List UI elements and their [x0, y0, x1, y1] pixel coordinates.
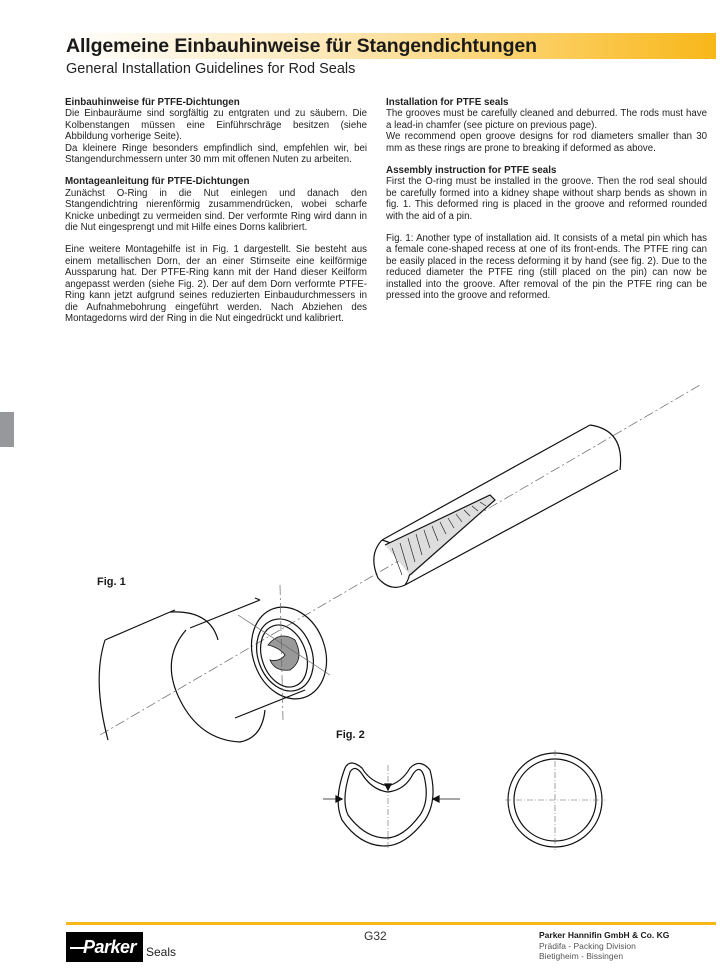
company-division: Prädifa - Packing Division — [539, 940, 636, 951]
paragraph: Eine weitere Montagehilfe ist in Fig. 1 dargestellt. Sie besteht aus einem metallischen Dorn, der an einer Stirnseite eine keilförmige Aussparung hat. Der PTFE-Ring kann mit der Hand dieser Keilform angepasst werden (siehe Fig. 2). Der auf dem Dorn verformte PTFE-Ring kann jetzt aufgrund seines reduzierten Einbaudurchmessers in die Aufnahmebohrung eingeführt werden. Nach Abziehen des Montagedorns wird der Ring in die Nut eingedrückt und kalibriert. — [65, 244, 367, 324]
page-title: Allgemeine Einbauhinweise für Stangendichtungen — [66, 35, 537, 57]
paragraph: The grooves must be carefully cleaned and deburred. The rods must have a lead-in chamfer (see picture on previous page). — [386, 108, 707, 131]
logo-suffix: Seals — [146, 945, 177, 959]
paragraph: First the O-ring must be installed in the groove. Then the rod seal should be carefully formed into a kidney shape without sharp bends as shown in fig. 1. This deformed ring is placed in the groove and reformed rounded with the aid of a pin. — [386, 176, 707, 222]
paragraph: Da kleinere Ringe besonders empfindlich sind, empfehlen wir, bei Stangendurchmessern unter 30 mm mit offenen Nuten zu arbeiten. — [65, 142, 367, 166]
parker-logo — [66, 932, 143, 962]
fig2-kidney-ring — [323, 763, 460, 850]
company-location: Bietigheim - Bissingen — [539, 951, 624, 961]
fig1-label: Fig. 1 — [97, 576, 126, 588]
paragraph: We recommend open groove designs for rod diameters smaller than 30 mm as these rings are prone to breaking if deformed as above. — [386, 131, 707, 154]
logo-text: Parker — [83, 937, 137, 957]
section-heading: Installation for PTFE seals — [386, 97, 509, 108]
fig2-label: Fig. 2 — [336, 729, 365, 741]
paragraph: Die Einbauräume sind sorgfältig zu entgraten und zu säubern. Die Kolbenstangen müssen eine Einführschräge besitzen (siehe Abbildung vorherige Seite). — [65, 108, 367, 143]
page-subtitle: General Installation Guidelines for Rod Seals — [66, 61, 356, 77]
fig2-round-ring — [505, 750, 605, 850]
paragraph: Fig. 1: Another type of installation aid. It consists of a metal pin which has a female cone-shaped recess at one of its front-ends. The PTFE ring can be easily placed in the recess deforming it by hand (see fig. 2). Due to the reduced diameter the PTFE ring (still placed on the pin) can now be installed into the groove. After removal of the pin the PTFE ring can be pressed into the groove and reformed. — [386, 233, 707, 302]
section-heading: Montageanleitung für PTFE-Dichtungen — [65, 176, 250, 188]
mounting-pin-drawing — [374, 425, 621, 587]
section-heading: Assembly instruction for PTFE seals — [386, 165, 557, 177]
page-number: G32 — [364, 929, 387, 943]
company-name: Parker Hannifin GmbH & Co. KG — [539, 930, 670, 940]
company-info — [539, 930, 669, 962]
housing-drawing — [99, 585, 339, 742]
footer-divider — [66, 922, 716, 925]
section-heading: Einbauhinweise für PTFE-Dichtungen — [65, 97, 240, 108]
paragraph: Zunächst O-Ring in die Nut einlegen und danach den Stangendichtring nierenförmig zusammendrücken, wobei scharfe Knicke unbedingt zu vermeiden sind. Der verformte Ring wird dann in die Nut eingesprengt und mit Hilfe eines Dorns kalibriert. — [65, 187, 367, 234]
